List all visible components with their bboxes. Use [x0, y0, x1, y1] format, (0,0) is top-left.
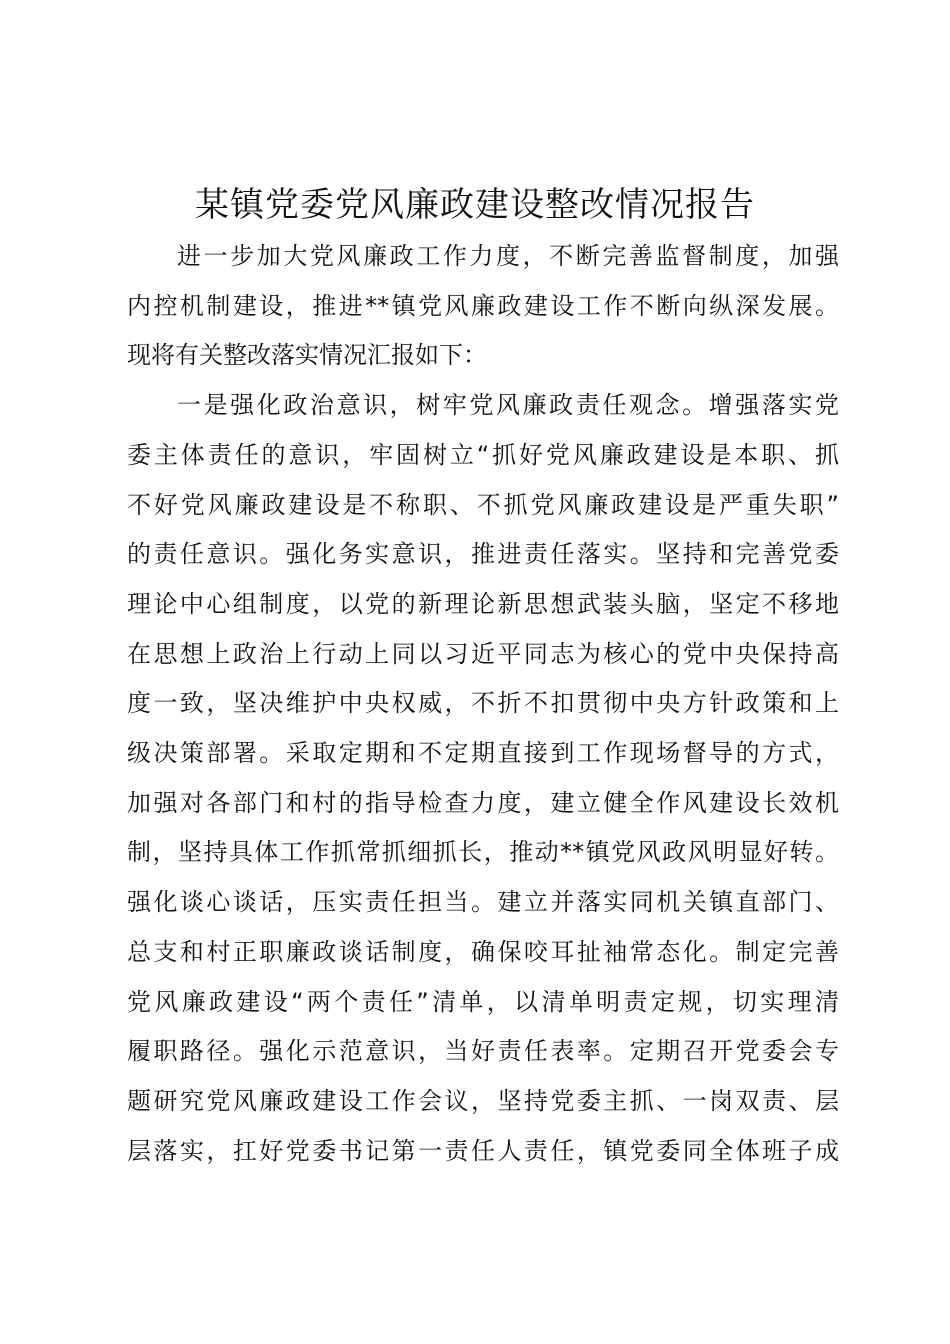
text-line: 级决策部署。采取定期和不定期直接到工作现场督导的方式，	[127, 739, 839, 768]
text-line: 履职路径。强化示范意识，当好责任表率。定期召开党委会专	[127, 1037, 839, 1066]
paragraph-intro	[127, 232, 839, 381]
text-line: 总支和村正职廉政谈话制度，确保咬耳扯袖常态化。制定完善	[127, 937, 839, 966]
text-line: 内控机制建设，推进**镇党风廉政建设工作不断向纵深发展。	[127, 291, 839, 320]
text-line: 委主体责任的意识，牢固树立“抓好党风廉政建设是本职、抓	[127, 440, 839, 469]
text-line: 强化谈心谈话，压实责任担当。建立并落实同机关镇直部门、	[127, 888, 839, 917]
text-line: 加强对各部门和村的指导检查力度，建立健全作风建设长效机	[127, 788, 839, 817]
text-line: 题研究党风廉政建设工作会议，坚持党委主抓、一岗双责、层	[127, 1086, 839, 1115]
document-title: 某镇党委党风廉政建设整改情况报告	[195, 185, 755, 225]
text-line: 的责任意识。强化务实意识，推进责任落实。坚持和完善党委	[127, 540, 839, 569]
text-line: 制，坚持具体工作抓常抓细抓长，推动**镇党风政风明显好转。	[127, 838, 839, 867]
text-line: 进一步加大党风廉政工作力度，不断完善监督制度，加强	[177, 242, 839, 270]
text-line: 在思想上政治上行动上同以习近平同志为核心的党中央保持高	[127, 639, 839, 668]
text-line: 理论中心组制度，以党的新理论新思想武装头脑，坚定不移地	[127, 589, 839, 618]
document-body	[127, 232, 839, 1176]
text-line: 党风廉政建设“两个责任”清单，以清单明责定规，切实理清	[127, 987, 839, 1016]
text-line: 一是强化政治意识，树牢党风廉政责任观念。增强落实党	[177, 391, 839, 420]
text-line: 度一致，坚决维护中央权威，不折不扣贯彻中央方针政策和上	[127, 689, 839, 718]
text-line: 层落实，扛好党委书记第一责任人责任，镇党委同全体班子成	[127, 1136, 839, 1165]
text-line: 现将有关整改落实情况汇报如下：	[127, 341, 487, 370]
paragraph-political-awareness	[127, 381, 839, 1176]
text-line: 不好党风廉政建设是不称职、不抓党风廉政建设是严重失职”	[127, 490, 839, 519]
